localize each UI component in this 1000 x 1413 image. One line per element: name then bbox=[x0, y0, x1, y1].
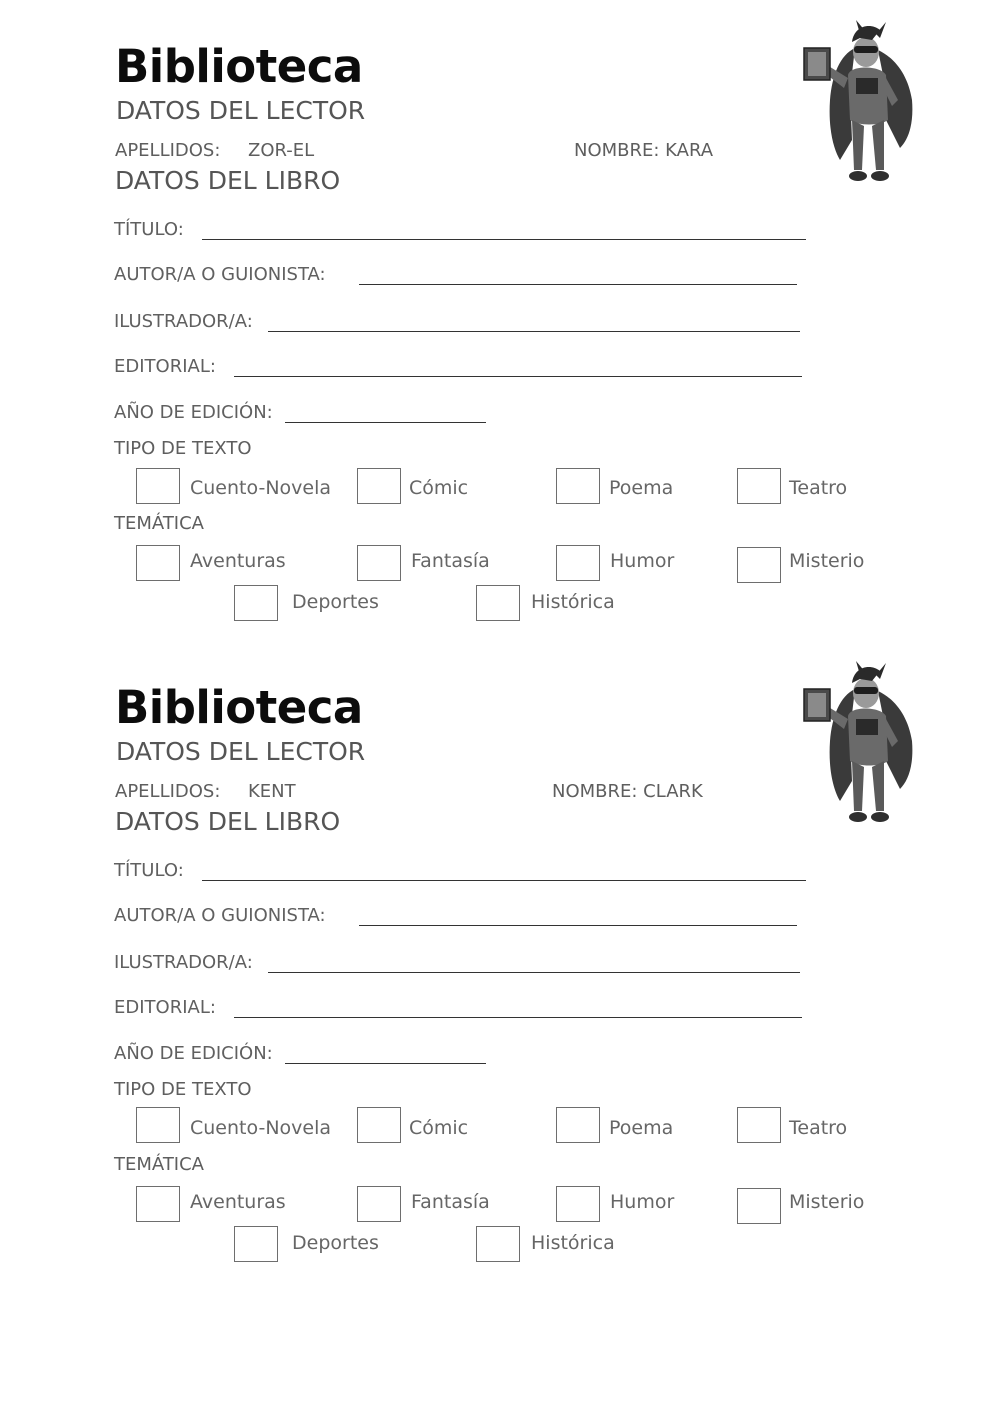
title-field-label: TÍTULO: bbox=[114, 860, 184, 881]
checkbox-deportes[interactable] bbox=[234, 1226, 278, 1262]
year-field-label: AÑO DE EDICIÓN: bbox=[114, 1043, 273, 1064]
option-comic: Cómic bbox=[409, 1117, 469, 1139]
checkbox-humor[interactable] bbox=[556, 1186, 600, 1222]
checkbox-teatro[interactable] bbox=[737, 468, 781, 504]
book-data-heading: DATOS DEL LIBRO bbox=[115, 807, 341, 836]
author-field-line[interactable] bbox=[359, 284, 797, 285]
reader-data-heading: DATOS DEL LECTOR bbox=[116, 96, 366, 125]
library-card-2 bbox=[0, 641, 1000, 1282]
option-teatro: Teatro bbox=[789, 477, 848, 499]
author-field-line[interactable] bbox=[359, 925, 797, 926]
checkbox-aventuras[interactable] bbox=[136, 1186, 180, 1222]
author-field-label: AUTOR/A O GUIONISTA: bbox=[114, 905, 326, 926]
checkbox-cuento-novela[interactable] bbox=[136, 1107, 180, 1143]
checkbox-teatro[interactable] bbox=[737, 1107, 781, 1143]
book-data-heading: DATOS DEL LIBRO bbox=[115, 166, 341, 195]
checkbox-comic[interactable] bbox=[357, 1107, 401, 1143]
checkbox-cuento-novela[interactable] bbox=[136, 468, 180, 504]
reader-data-heading: DATOS DEL LECTOR bbox=[116, 737, 366, 766]
illustrator-field-line[interactable] bbox=[268, 331, 800, 332]
checkbox-aventuras[interactable] bbox=[136, 545, 180, 581]
publisher-field-line[interactable] bbox=[234, 376, 802, 377]
library-card-1 bbox=[0, 0, 1000, 641]
option-deportes: Deportes bbox=[292, 1232, 379, 1254]
illustrator-field-label: ILUSTRADOR/A: bbox=[114, 952, 253, 973]
publisher-field-label: EDITORIAL: bbox=[114, 356, 216, 377]
surname-value: KENT bbox=[248, 781, 296, 802]
superhero-reader-icon bbox=[800, 661, 920, 826]
surname-value: ZOR-EL bbox=[248, 140, 315, 161]
checkbox-misterio[interactable] bbox=[737, 1188, 781, 1224]
option-aventuras: Aventuras bbox=[190, 550, 286, 572]
year-field-line[interactable] bbox=[285, 1063, 486, 1064]
option-aventuras: Aventuras bbox=[190, 1191, 286, 1213]
illustrator-field-label: ILUSTRADOR/A: bbox=[114, 311, 253, 332]
checkbox-poema[interactable] bbox=[556, 468, 600, 504]
name-value: NOMBRE: CLARK bbox=[552, 781, 703, 802]
surname-label: APELLIDOS: bbox=[115, 140, 221, 161]
option-cuento-novela: Cuento-Novela bbox=[190, 477, 332, 499]
checkbox-fantasia[interactable] bbox=[357, 1186, 401, 1222]
card-title: Biblioteca bbox=[115, 40, 363, 93]
checkbox-fantasia[interactable] bbox=[357, 545, 401, 581]
checkbox-misterio[interactable] bbox=[737, 547, 781, 583]
option-poema: Poema bbox=[609, 1117, 674, 1139]
checkbox-deportes[interactable] bbox=[234, 585, 278, 621]
option-historica: Histórica bbox=[531, 1232, 615, 1254]
checkbox-historica[interactable] bbox=[476, 585, 520, 621]
surname-label: APELLIDOS: bbox=[115, 781, 221, 802]
title-field-label: TÍTULO: bbox=[114, 219, 184, 240]
illustrator-field-line[interactable] bbox=[268, 972, 800, 973]
checkbox-humor[interactable] bbox=[556, 545, 600, 581]
theme-label: TEMÁTICA bbox=[114, 513, 204, 534]
publisher-field-label: EDITORIAL: bbox=[114, 997, 216, 1018]
text-type-label: TIPO DE TEXTO bbox=[114, 438, 252, 459]
checkbox-poema[interactable] bbox=[556, 1107, 600, 1143]
text-type-label: TIPO DE TEXTO bbox=[114, 1079, 252, 1100]
year-field-label: AÑO DE EDICIÓN: bbox=[114, 402, 273, 423]
option-misterio: Misterio bbox=[789, 1191, 865, 1213]
checkbox-historica[interactable] bbox=[476, 1226, 520, 1262]
option-deportes: Deportes bbox=[292, 591, 379, 613]
superhero-reader-icon bbox=[800, 20, 920, 185]
name-value: NOMBRE: KARA bbox=[574, 140, 714, 161]
author-field-label: AUTOR/A O GUIONISTA: bbox=[114, 264, 326, 285]
title-field-line[interactable] bbox=[202, 880, 806, 881]
option-poema: Poema bbox=[609, 477, 674, 499]
option-teatro: Teatro bbox=[789, 1117, 848, 1139]
title-field-line[interactable] bbox=[202, 239, 806, 240]
year-field-line[interactable] bbox=[285, 422, 486, 423]
theme-label: TEMÁTICA bbox=[114, 1154, 204, 1175]
option-historica: Histórica bbox=[531, 591, 615, 613]
option-fantasia: Fantasía bbox=[411, 550, 490, 572]
option-fantasia: Fantasía bbox=[411, 1191, 490, 1213]
option-humor: Humor bbox=[610, 550, 675, 572]
option-comic: Cómic bbox=[409, 477, 469, 499]
option-humor: Humor bbox=[610, 1191, 675, 1213]
card-title: Biblioteca bbox=[115, 681, 363, 734]
checkbox-comic[interactable] bbox=[357, 468, 401, 504]
option-cuento-novela: Cuento-Novela bbox=[190, 1117, 332, 1139]
option-misterio: Misterio bbox=[789, 550, 865, 572]
publisher-field-line[interactable] bbox=[234, 1017, 802, 1018]
